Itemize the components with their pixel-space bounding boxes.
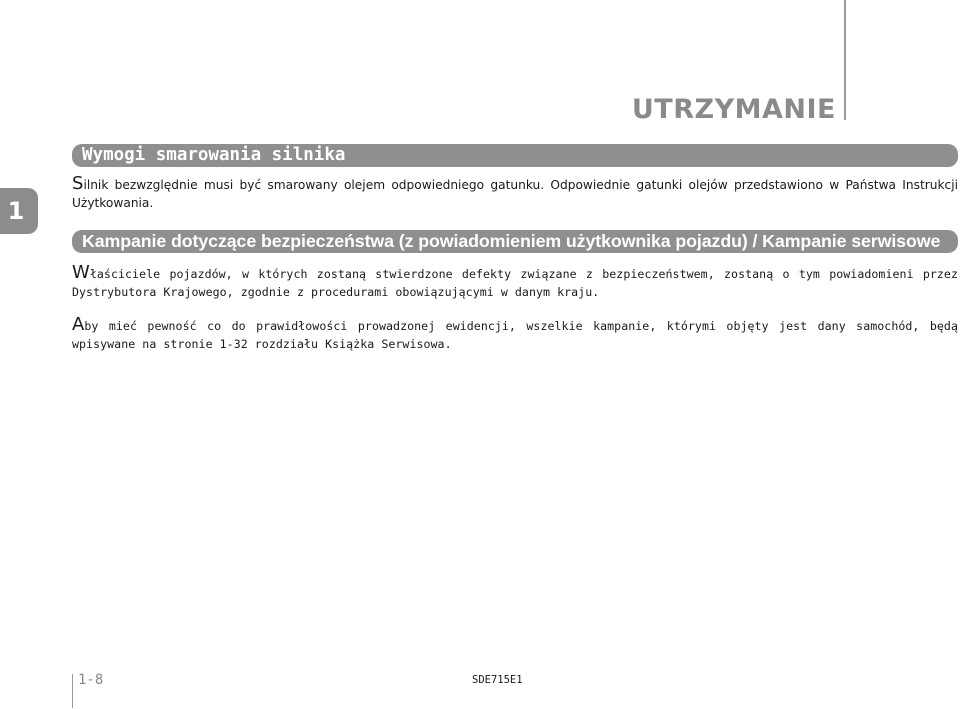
paragraph-text: łaściciele pojazdów, w których zostaną stwierdzone defekty związane z bezpieczeństwem, zostaną o tym powiadomieni przez Dystrybutora Krajowego, zgodnie z procedurami obowiązującymi w danym kraju. xyxy=(72,267,958,299)
chapter-title: UTRZYMANIE xyxy=(631,94,836,125)
section-heading-campaigns: Kampanie dotyczące bezpieczeństwa (z powiadomieniem użytkownika pojazdu) / Kampanie serwisowe xyxy=(72,230,958,253)
document-code: SDE715E1 xyxy=(472,674,523,686)
header-divider xyxy=(844,0,846,120)
paragraph-owners-notification xyxy=(72,262,958,301)
drop-cap: A xyxy=(72,314,85,335)
section-heading-lubrication: Wymogi smarowania silnika xyxy=(72,144,958,167)
drop-cap: S xyxy=(72,173,84,194)
paragraph-text: by mieć pewność co do prawidłowości prowadzonej ewidencji, wszelkie kampanie, którymi objęty jest dany samochód, będą wpisywane na stronie 1-32 rozdziału Książka Serwisowa. xyxy=(72,319,958,351)
drop-cap: W xyxy=(72,262,90,283)
paragraph-lubrication xyxy=(72,173,958,212)
paragraph-records xyxy=(72,314,958,353)
footer-divider xyxy=(72,674,73,708)
page-number: 1-8 xyxy=(78,672,104,688)
chapter-tab-number: 1 xyxy=(7,197,25,225)
chapter-tab xyxy=(0,188,38,234)
paragraph-text: ilnik bezwzględnie musi być smarowany olejem odpowiedniego gatunku. Odpowiednie gatunki olejów przedstawiono w Państwa Instrukcji Użytkowania. xyxy=(72,178,958,210)
